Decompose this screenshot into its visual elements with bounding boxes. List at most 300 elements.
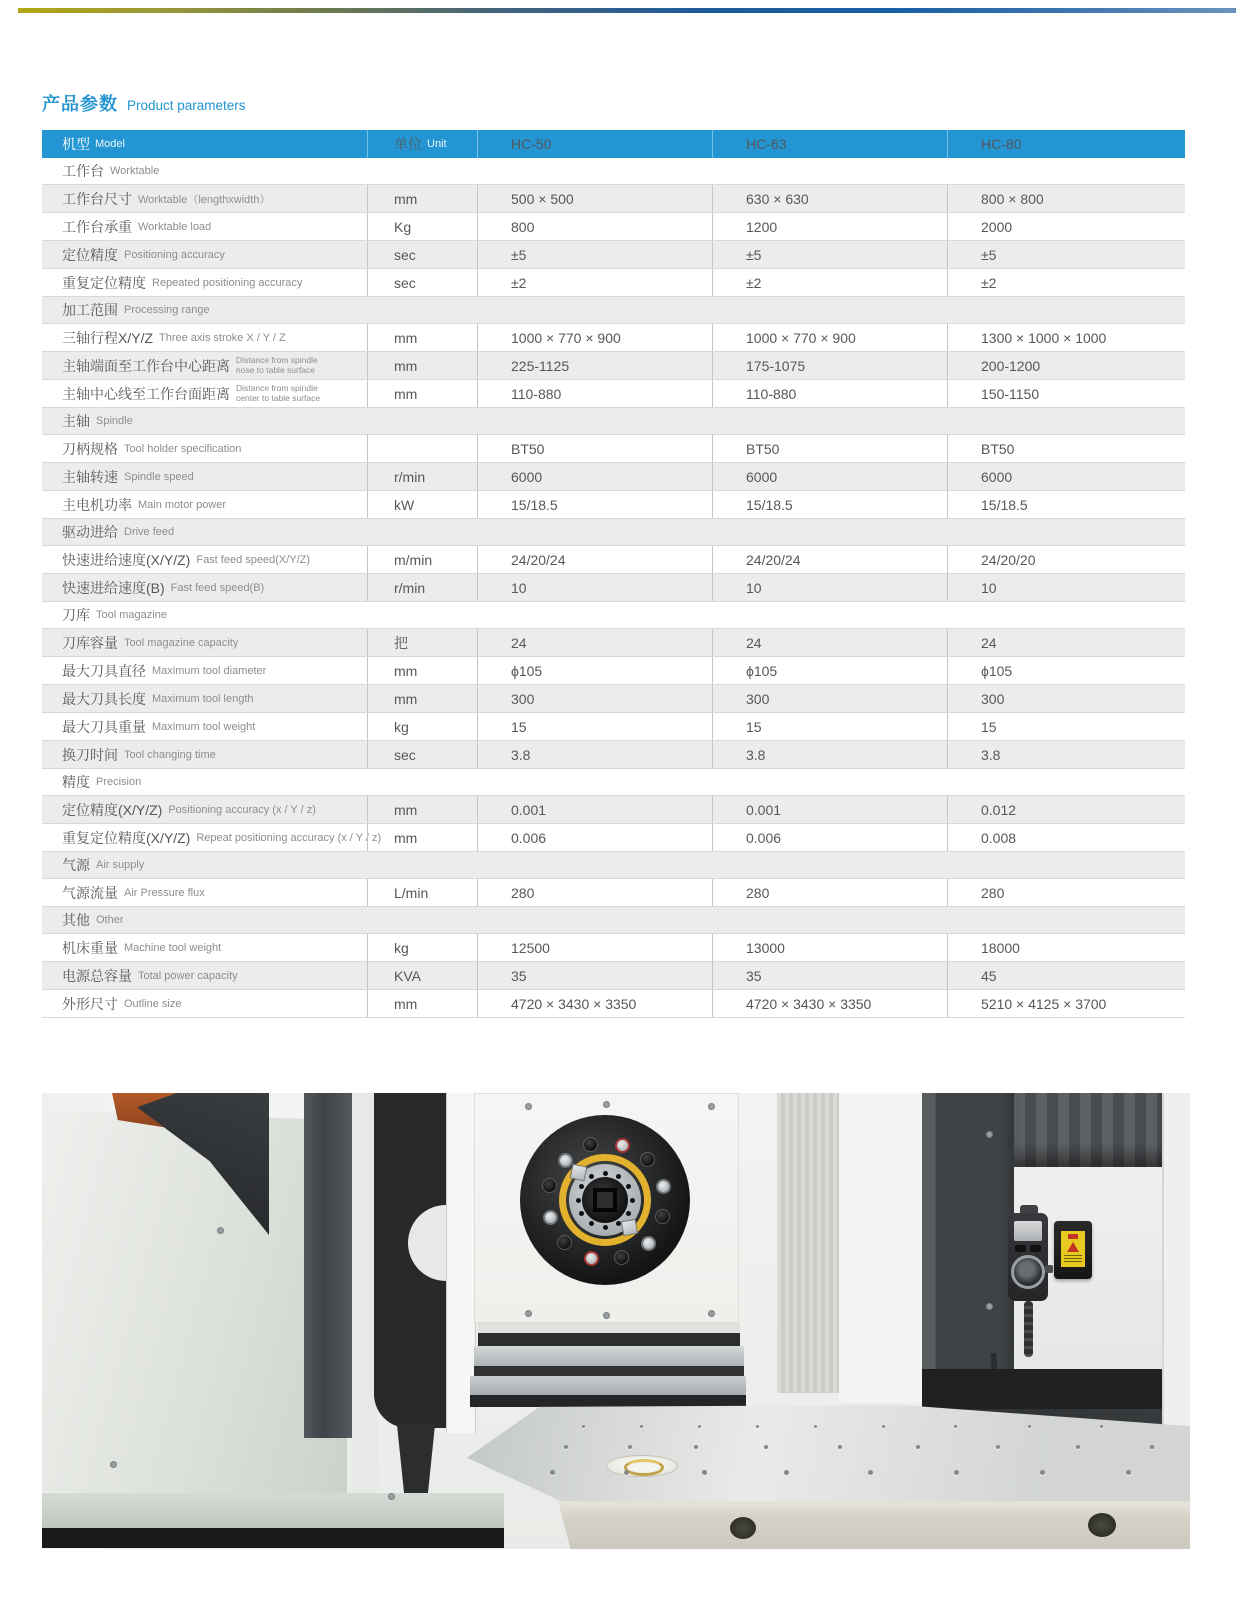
pendant-button — [1030, 1245, 1041, 1252]
table-data-row — [42, 629, 1185, 657]
spec-unit-cell: mm — [367, 324, 477, 351]
spec-value-cell: 24 — [477, 629, 712, 656]
spec-label-zh: 主轴转速 — [62, 468, 118, 485]
spec-value-cell: 18000 — [947, 934, 1185, 961]
spec-unit-cell: mm — [367, 824, 477, 851]
spec-label-zh: 工作台尺寸 — [62, 190, 132, 207]
page-title-en: Product parameters — [127, 98, 246, 113]
spec-value-cell: 1000 × 770 × 900 — [712, 324, 947, 351]
spec-value-cell: 4720 × 3430 × 3350 — [712, 990, 947, 1017]
table-data-row — [42, 685, 1185, 713]
spindle-screw — [615, 1138, 630, 1153]
header-unit-en: Unit — [427, 138, 447, 150]
worktable-bolt-hole — [1100, 1425, 1103, 1428]
section-label-en: Air supply — [96, 859, 145, 871]
spec-label-cell — [42, 685, 367, 712]
table-body — [42, 158, 1185, 1018]
table-data-row — [42, 213, 1185, 241]
spec-label-cell — [42, 185, 367, 212]
table-data-row — [42, 934, 1185, 962]
spec-value-cell: 3.8 — [712, 741, 947, 768]
spec-value-cell: 5210 × 4125 × 3700 — [947, 990, 1185, 1017]
spindle-screw — [584, 1251, 599, 1266]
worktable-top — [467, 1405, 1190, 1501]
panel-screw — [525, 1103, 532, 1110]
left-base-shadow — [42, 1493, 504, 1528]
axis-slide-strip — [478, 1333, 740, 1346]
section-label-en: Worktable — [110, 165, 160, 177]
spindle-bolt — [557, 1235, 572, 1250]
spec-label-zh: 刀柄规格 — [62, 440, 118, 457]
worktable-bolt-hole — [628, 1445, 632, 1449]
spec-value-cell: ±2 — [712, 269, 947, 296]
spec-value-cell: 175-1075 — [712, 352, 947, 379]
spec-value-cell: 15/18.5 — [947, 491, 1185, 518]
table-data-row — [42, 241, 1185, 269]
warning-text-lines — [1064, 1255, 1082, 1263]
pillar-screw — [986, 1131, 993, 1138]
spec-unit-cell: mm — [367, 657, 477, 684]
spec-value-cell: 6000 — [947, 463, 1185, 490]
worktable-bolt-hole — [838, 1445, 842, 1449]
spec-value-cell: 3.8 — [477, 741, 712, 768]
spec-value-cell: ±5 — [477, 241, 712, 268]
table-data-row — [42, 491, 1185, 519]
header-model-hc63: HC-63 — [712, 130, 947, 158]
worktable-bolt-hole — [996, 1445, 1000, 1449]
table-data-row — [42, 713, 1185, 741]
flange-hole — [589, 1221, 594, 1226]
spec-label-zh: 外形尺寸 — [62, 995, 118, 1012]
section-label-en: Other — [96, 914, 124, 926]
spec-value-cell: 6000 — [712, 463, 947, 490]
spec-unit-cell — [367, 435, 477, 462]
spec-value-cell: 24/20/20 — [947, 546, 1185, 573]
axis-slide-strip — [470, 1395, 746, 1407]
header-model-zh: 机型 — [62, 136, 90, 152]
flange-hole — [603, 1225, 608, 1230]
spec-value-cell: 300 — [947, 685, 1185, 712]
spec-value-cell: 300 — [712, 685, 947, 712]
spec-label-en: Maximum tool weight — [152, 720, 256, 733]
spec-value-cell: 0.001 — [477, 796, 712, 823]
spec-value-cell: 24 — [712, 629, 947, 656]
flange-hole — [626, 1184, 631, 1189]
section-label-zh: 其他 — [62, 912, 90, 928]
machine-side-panel — [42, 1110, 347, 1503]
table-data-row — [42, 574, 1185, 602]
spec-label-cell — [42, 574, 367, 601]
spec-unit-cell: m/min — [367, 546, 477, 573]
panel-screw — [217, 1227, 224, 1234]
spec-value-cell: 13000 — [712, 934, 947, 961]
spec-label-en: Fast feed speed(X/Y/Z) — [196, 553, 311, 566]
machine-textured-column — [777, 1093, 839, 1393]
spec-value-cell: 0.001 — [712, 796, 947, 823]
section-label-en: Tool magazine — [96, 609, 167, 621]
table-data-row — [42, 185, 1185, 213]
axis-slide-strip — [478, 1323, 740, 1333]
spec-label-cell — [42, 491, 367, 518]
spec-label-en: Worktable（lengthxwidth） — [138, 193, 271, 206]
spec-value-cell: 280 — [947, 879, 1185, 906]
spec-label-cell — [42, 241, 367, 268]
machine-column-edge — [304, 1093, 352, 1438]
spec-label-cell — [42, 934, 367, 961]
table-data-row — [42, 741, 1185, 769]
spec-label-cell — [42, 796, 367, 823]
table-section-row — [42, 297, 1185, 324]
panel-screw — [603, 1101, 610, 1108]
panel-screw — [708, 1310, 715, 1317]
spec-unit-cell: r/min — [367, 574, 477, 601]
spec-unit-cell: sec — [367, 269, 477, 296]
spec-value-cell: 10 — [712, 574, 947, 601]
worktable-front-hole — [730, 1517, 756, 1539]
spec-value-cell: 0.006 — [477, 824, 712, 851]
section-label-zh: 刀库 — [62, 607, 90, 623]
spindle-screw — [656, 1179, 671, 1194]
table-data-row — [42, 352, 1185, 380]
spec-value-cell: ±2 — [477, 269, 712, 296]
spec-value-cell: 15/18.5 — [477, 491, 712, 518]
spec-label-zh: 重复定位精度 — [62, 274, 146, 291]
section-label-zh: 工作台 — [62, 163, 104, 179]
section-label-zh: 加工范围 — [62, 302, 118, 318]
worktable-bolt-hole — [814, 1425, 817, 1428]
spec-unit-cell: sec — [367, 241, 477, 268]
page-title — [42, 90, 246, 116]
spec-label-zh: 最大刀具直径 — [62, 662, 146, 679]
spec-label-zh: 快速进给速度(B) — [62, 579, 165, 596]
table-header-row — [42, 130, 1185, 158]
table-section-row — [42, 602, 1185, 629]
warning-red-mark — [1068, 1234, 1078, 1239]
axis-slide-strip — [474, 1366, 744, 1376]
spec-label-en: Main motor power — [138, 498, 227, 511]
spec-label-cell — [42, 380, 367, 407]
spec-value-cell: 0.006 — [712, 824, 947, 851]
spec-label-en: Spindle speed — [124, 470, 194, 483]
spec-value-cell: 15 — [712, 713, 947, 740]
spec-value-cell: 24/20/24 — [477, 546, 712, 573]
spec-value-cell: 280 — [712, 879, 947, 906]
table-data-row — [42, 962, 1185, 990]
spec-value-cell: BT50 — [477, 435, 712, 462]
spec-label-zh: 重复定位精度(X/Y/Z) — [62, 829, 191, 846]
spec-label-en: Distance from spindle nose to table surface — [236, 355, 318, 375]
pillar-screw — [986, 1303, 993, 1310]
spec-label-en: Maximum tool diameter — [152, 664, 267, 677]
top-gradient-bar — [18, 8, 1236, 13]
spec-label-en: Worktable load — [138, 220, 212, 233]
spec-label-en: Fast feed speed(B) — [170, 581, 265, 594]
worktable-bolt-hole — [582, 1425, 585, 1428]
spec-label-en: Machine tool weight — [124, 941, 222, 954]
spec-label-cell — [42, 629, 367, 656]
table-data-row — [42, 990, 1185, 1018]
worktable-bolt-hole — [624, 1470, 629, 1475]
spec-label-en: Total power capacity — [138, 969, 238, 982]
section-label-en: Spindle — [96, 415, 133, 427]
spec-value-cell: 12500 — [477, 934, 712, 961]
spec-value-cell: 200-1200 — [947, 352, 1185, 379]
spec-label-cell — [42, 713, 367, 740]
table-data-row — [42, 463, 1185, 491]
spec-label-en: Air Pressure flux — [124, 886, 205, 899]
section-label-en: Precision — [96, 776, 142, 788]
spec-label-zh: 工作台承重 — [62, 218, 132, 235]
worktable-bolt-hole — [564, 1445, 568, 1449]
spec-value-cell: 150-1150 — [947, 380, 1185, 407]
spindle-bolt — [640, 1152, 655, 1167]
spec-label-cell — [42, 879, 367, 906]
spindle-screw — [641, 1236, 656, 1251]
spec-value-cell: 1200 — [712, 213, 947, 240]
spec-label-zh: 三轴行程X/Y/Z — [62, 329, 154, 346]
spec-label-en: Positioning accuracy (x / Y / z) — [168, 803, 316, 816]
section-label-zh: 主轴 — [62, 413, 90, 429]
spec-value-cell: ϕ105 — [477, 657, 712, 684]
spec-value-cell: 280 — [477, 879, 712, 906]
spec-value-cell: 4720 × 3430 × 3350 — [477, 990, 712, 1017]
pendant-button — [1015, 1245, 1026, 1252]
spec-label-cell — [42, 824, 382, 851]
table-data-row — [42, 269, 1185, 297]
spec-label-cell — [42, 213, 367, 240]
spec-label-cell — [42, 463, 367, 490]
table-data-row — [42, 824, 1185, 852]
spec-label-cell — [42, 324, 367, 351]
product-parameters-table — [42, 130, 1185, 1018]
worktable-bolt-hole — [954, 1470, 959, 1475]
table-section-row — [42, 408, 1185, 435]
spec-label-en: Maximum tool length — [152, 692, 254, 705]
spec-value-cell: ϕ105 — [712, 657, 947, 684]
table-data-row — [42, 796, 1185, 824]
spec-unit-cell: kW — [367, 491, 477, 518]
spec-value-cell: 800 — [477, 213, 712, 240]
panel-screw — [110, 1461, 117, 1468]
spec-label-cell — [42, 962, 367, 989]
table-section-row — [42, 852, 1185, 879]
machine-light-gap — [839, 1093, 922, 1403]
spec-label-zh: 主轴中心线至工作台面距离 — [62, 385, 230, 402]
spec-value-cell: 10 — [477, 574, 712, 601]
spec-value-cell: 630 × 630 — [712, 185, 947, 212]
spec-label-cell — [42, 546, 367, 573]
header-model-cell — [42, 130, 367, 158]
spec-label-cell — [42, 990, 367, 1017]
left-base-strip — [42, 1528, 504, 1548]
spec-value-cell: 3.8 — [947, 741, 1185, 768]
table-section-row — [42, 769, 1185, 796]
panel-screw — [525, 1310, 532, 1317]
spec-unit-cell: mm — [367, 185, 477, 212]
spec-value-cell: 45 — [947, 962, 1185, 989]
spec-unit-cell: L/min — [367, 879, 477, 906]
spec-value-cell: 6000 — [477, 463, 712, 490]
spec-label-en: Repeat positioning accuracy (x / Y / z) — [196, 831, 382, 844]
pendant-side-knob — [1045, 1265, 1053, 1273]
spec-label-zh: 最大刀具长度 — [62, 690, 146, 707]
spec-value-cell: 0.008 — [947, 824, 1185, 851]
spindle-bolt — [655, 1209, 670, 1224]
spec-label-en: Tool holder specification — [124, 442, 242, 455]
table-data-row — [42, 324, 1185, 352]
spec-label-cell — [42, 435, 367, 462]
spec-label-zh: 快速进给速度(X/Y/Z) — [62, 551, 191, 568]
flange-hole — [576, 1198, 581, 1203]
spec-label-zh: 电源总容量 — [62, 967, 132, 984]
header-unit-zh: 单位 — [394, 136, 422, 152]
worktable-recess-ring — [624, 1459, 664, 1476]
section-label-en: Processing range — [124, 304, 210, 316]
panel-screw — [603, 1312, 610, 1319]
spec-value-cell: 15 — [477, 713, 712, 740]
base-frame-bar — [922, 1369, 1190, 1409]
flange-hole — [603, 1171, 608, 1176]
axis-slide-strip — [474, 1346, 744, 1366]
spec-unit-cell: sec — [367, 741, 477, 768]
panel-screw — [388, 1493, 395, 1500]
spec-value-cell: 225-1125 — [477, 352, 712, 379]
table-data-row — [42, 657, 1185, 685]
spec-label-zh: 主轴端面至工作台中心距离 — [62, 357, 230, 374]
spec-label-cell — [42, 657, 367, 684]
worktable-bolt-hole — [882, 1425, 885, 1428]
spec-unit-cell: mm — [367, 380, 477, 407]
spec-label-zh: 最大刀具重量 — [62, 718, 146, 735]
table-section-row — [42, 907, 1185, 934]
page-title-zh: 产品参数 — [42, 94, 118, 114]
spec-unit-cell: mm — [367, 685, 477, 712]
spec-label-en: Three axis stroke X / Y / Z — [159, 331, 286, 344]
spec-unit-cell: mm — [367, 990, 477, 1017]
spec-label-zh: 刀库容量 — [62, 634, 118, 651]
spec-unit-cell: mm — [367, 352, 477, 379]
panel-screw — [708, 1103, 715, 1110]
worktable-bolt-hole — [868, 1470, 873, 1475]
table-section-row — [42, 158, 1185, 185]
worktable-bolt-hole — [694, 1445, 698, 1449]
spec-unit-cell: kg — [367, 713, 477, 740]
spec-value-cell: 15 — [947, 713, 1185, 740]
spindle-clamp-block — [621, 1219, 638, 1236]
spec-label-en: Distance from spindle center to table surface — [236, 383, 321, 403]
spec-label-cell — [42, 269, 367, 296]
spec-value-cell: 110-880 — [477, 380, 712, 407]
axis-slide-strip — [470, 1376, 746, 1395]
header-model-en: Model — [95, 138, 125, 150]
section-label-zh: 驱动进给 — [62, 524, 118, 540]
table-section-row — [42, 519, 1185, 546]
spec-label-zh: 机床重量 — [62, 939, 118, 956]
spec-value-cell: 15/18.5 — [712, 491, 947, 518]
section-label-zh: 精度 — [62, 774, 90, 790]
worktable-bolt-hole — [764, 1445, 768, 1449]
spec-value-cell: 2000 — [947, 213, 1185, 240]
spec-value-cell: 0.012 — [947, 796, 1185, 823]
header-unit-cell — [367, 130, 477, 158]
spindle-square-socket — [593, 1188, 617, 1212]
spec-label-en: Tool magazine capacity — [124, 636, 239, 649]
spec-label-zh: 换刀时间 — [62, 746, 118, 763]
spec-unit-cell: mm — [367, 796, 477, 823]
spec-value-cell: 35 — [477, 962, 712, 989]
flange-hole — [626, 1211, 631, 1216]
spec-label-zh: 定位精度 — [62, 246, 118, 263]
header-model-hc80: HC-80 — [947, 130, 1185, 158]
worktable-bolt-hole — [756, 1425, 759, 1428]
pendant-display — [1014, 1221, 1042, 1241]
spec-label-zh: 气源流量 — [62, 884, 118, 901]
section-label-en: Drive feed — [124, 526, 175, 538]
machine-photo — [42, 1093, 1190, 1549]
worktable-bolt-hole — [1040, 1470, 1045, 1475]
spec-unit-cell: 把 — [367, 629, 477, 656]
spec-value-cell: BT50 — [712, 435, 947, 462]
spec-label-cell — [42, 741, 367, 768]
spec-label-en: Tool changing time — [124, 748, 216, 761]
table-data-row — [42, 380, 1185, 408]
cabinet-slatted-top — [1014, 1093, 1162, 1167]
spec-value-cell: 35 — [712, 962, 947, 989]
worktable-bolt-hole — [1028, 1425, 1031, 1428]
table-data-row — [42, 435, 1185, 463]
spec-value-cell: 1000 × 770 × 900 — [477, 324, 712, 351]
flange-hole — [616, 1221, 621, 1226]
spindle-bolt — [614, 1250, 629, 1265]
spec-unit-cell: KVA — [367, 962, 477, 989]
spec-label-en: Repeated positioning accuracy — [152, 276, 303, 289]
spec-value-cell: 500 × 500 — [477, 185, 712, 212]
spec-value-cell: 1300 × 1000 × 1000 — [947, 324, 1185, 351]
worktable-bolt-hole — [1076, 1445, 1080, 1449]
spec-value-cell: ±2 — [947, 269, 1185, 296]
worktable-bolt-hole — [702, 1470, 707, 1475]
spec-label-zh: 定位精度(X/Y/Z) — [62, 801, 163, 818]
header-model-hc50: HC-50 — [477, 130, 712, 158]
spec-unit-cell: r/min — [367, 463, 477, 490]
spec-label-en: Positioning accuracy — [124, 248, 225, 261]
warning-triangle — [1067, 1242, 1079, 1252]
worktable-bolt-hole — [1126, 1470, 1131, 1475]
spec-label-cell — [42, 352, 367, 379]
worktable-bolt-hole — [698, 1425, 701, 1428]
table-data-row — [42, 879, 1185, 907]
spec-value-cell: BT50 — [947, 435, 1185, 462]
worktable-bolt-hole — [640, 1425, 643, 1428]
worktable-bolt-hole — [954, 1425, 957, 1428]
spec-value-cell: 800 × 800 — [947, 185, 1185, 212]
spec-value-cell: 110-880 — [712, 380, 947, 407]
spec-value-cell: 300 — [477, 685, 712, 712]
spec-value-cell: 24/20/24 — [712, 546, 947, 573]
table-data-row — [42, 546, 1185, 574]
spec-value-cell: ±5 — [947, 241, 1185, 268]
spec-value-cell: ϕ105 — [947, 657, 1185, 684]
spindle-screw — [543, 1210, 558, 1225]
spec-value-cell: 10 — [947, 574, 1185, 601]
pendant-handwheel — [1011, 1255, 1045, 1289]
spec-label-zh: 主电机功率 — [62, 496, 132, 513]
spec-unit-cell: Kg — [367, 213, 477, 240]
spec-value-cell: 24 — [947, 629, 1185, 656]
worktable-bolt-hole — [550, 1470, 555, 1475]
spec-value-cell: ±5 — [712, 241, 947, 268]
spindle-clamp-block — [570, 1164, 588, 1182]
